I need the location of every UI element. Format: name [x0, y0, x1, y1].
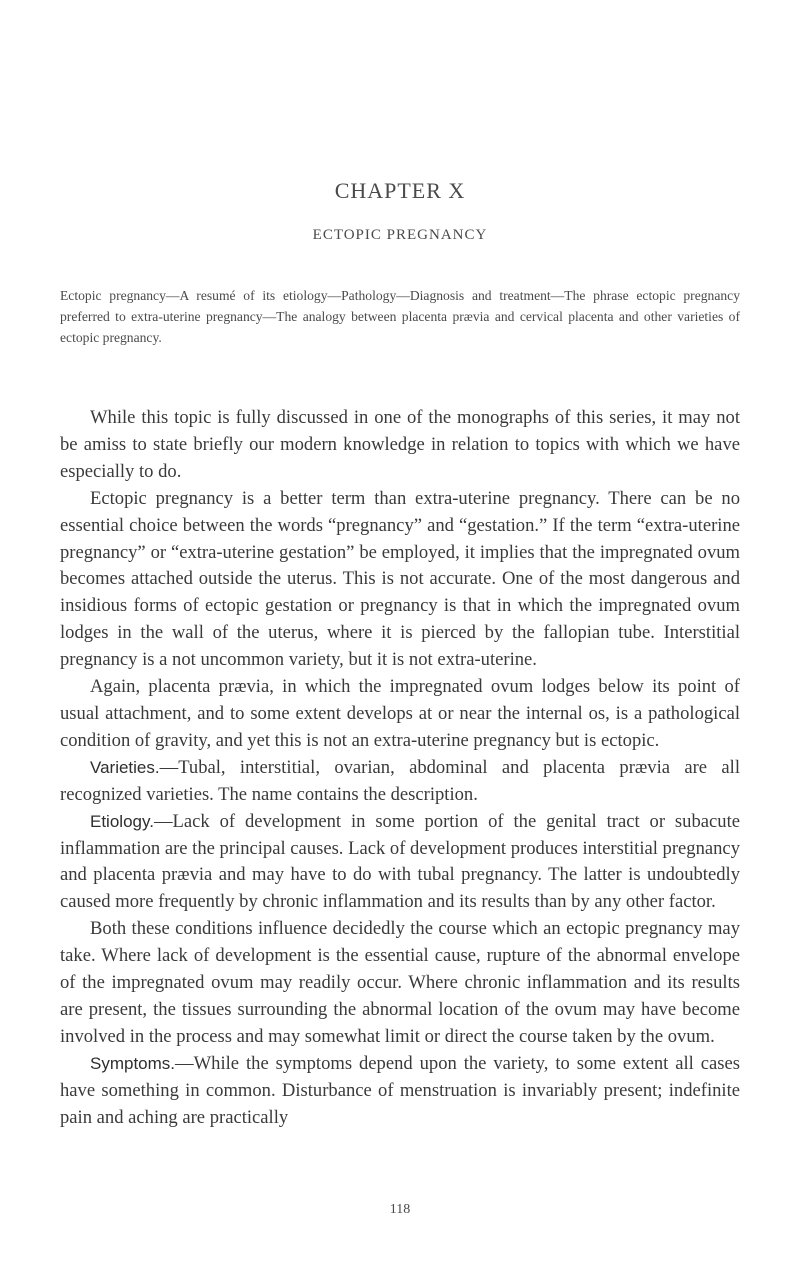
paragraph: [60, 486, 740, 674]
chapter-summary: Ectopic pregnancy—A resumé of its etiology—Pathology—Diagnosis and treatment—The phrase ectopic pregnancy preferred to extra-uterine pregnancy—The analogy between placenta prævia and cervical placenta and other varieties of ectopic pregnancy.: [60, 288, 740, 345]
paragraph-text: —Lack of development in some portion of the genital tract or subacute inflammation are the principal causes. Lack of development produces interstitial pregnancy and placenta prævia and may have to do with tubal pregnancy. The latter is undoubtedly caused more frequently by chronic inflammation and its results than by any other factor.: [60, 810, 740, 913]
paragraph-text: Ectopic pregnancy is a better term than extra-uterine pregnancy. There can be no essential choice between the words “pregnancy” and “gestation.” If the term “extra-uterine pregnancy” or “extra-uterine gestation” be employed, it implies that the impregnated ovum becomes attached outside the uterus. This is not accurate. One of the most dangerous and insidious forms of ectopic gestation or pregnancy is that in which the impregnated ovum lodges in the wall of the uterus, where it is pierced by the fallopian tube. Interstitial pregnancy is a not uncommon variety, but it is not extra-uterine.: [60, 487, 740, 671]
paragraph: [60, 405, 740, 486]
paragraph-text: —While the symptoms depend upon the variety, to some extent all cases have something in common. Disturbance of menstruation is invariably present; indefinite pain and aching are practically: [60, 1052, 740, 1128]
paragraph: [60, 755, 740, 809]
page-number: 118: [389, 1202, 411, 1217]
paragraph-text: Again, placenta prævia, in which the impregnated ovum lodges below its point of usual attachment, and to some extent develops at or near the internal os, is a pathological condition of gravity, and yet this is not an extra-uterine pregnancy but is ectopic.: [60, 676, 740, 751]
section-head-symptoms: Symptoms.: [90, 1053, 176, 1073]
chapter-heading: CHAPTER X: [334, 178, 466, 203]
paragraph-text: While this topic is fully discussed in one of the monographs of this series, it may not be amiss to state briefly our modern knowledge in relation to topics with which we have especially to do.: [60, 407, 740, 482]
paragraph: [60, 1051, 740, 1132]
paragraph: [60, 916, 740, 1051]
body-text: [60, 405, 740, 1131]
paragraph-text: Both these conditions influence decidedly the course which an ectopic pregnancy may take. Where lack of development is the essential cause, rupture of the abnormal envelope of the impregnated ovum may readily occur. Where chronic inflammation and its results are present, the tissues surrounding the abnormal location of the ovum may have become involved in the process and may somewhat limit or direct the course taken by the ovum.: [60, 918, 740, 1047]
chapter-title: ECTOPIC PREGNANCY: [312, 227, 488, 243]
section-head-etiology: Etiology.: [90, 811, 154, 831]
section-head-varieties: Varieties.: [90, 757, 160, 777]
paragraph-text: —Tubal, interstitial, ovarian, abdominal and placenta prævia are all recognized varieties. The name contains the description.: [60, 756, 740, 805]
paragraph: [60, 674, 740, 755]
paragraph: [60, 809, 740, 917]
